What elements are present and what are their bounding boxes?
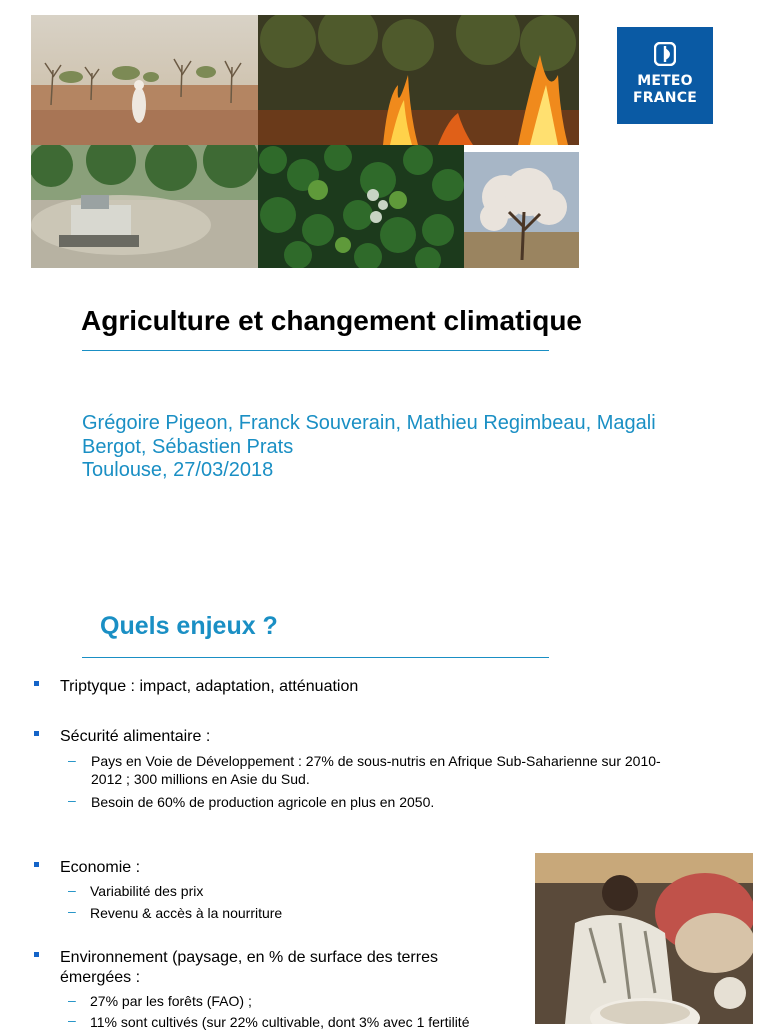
authors-block (82, 412, 722, 483)
header-photo-collage (31, 15, 579, 268)
page-title: Agriculture et changement climatique (81, 305, 582, 336)
sub-bullet-text (91, 752, 741, 788)
meteo-france-logo (617, 27, 713, 124)
sub-bullet-text: 27% par les forêts (FAO) ; (90, 993, 252, 1009)
harvester-photo (31, 145, 258, 268)
sub-bullet-line: 2012 ; 300 millions en Asie du Sud. (91, 771, 310, 787)
sub-bullet-text: Revenu & accès à la nourriture (90, 905, 283, 921)
sub-bullet-text: 11% sont cultivés (sur 22% cultivable, dont 3% avec 1 fertilité (90, 1014, 470, 1030)
bullet-icon (34, 952, 39, 957)
logo-text-line1: METEO (637, 73, 693, 89)
bullet-text: émergées : (60, 969, 141, 986)
flowering-tree-photo (464, 152, 579, 268)
logo-mark-icon (654, 42, 676, 66)
authors-line: Bergot, Sébastien Prats (82, 435, 294, 458)
bullet-icon (34, 862, 39, 867)
sub-bullet-text: Besoin de 60% de production agricole en plus en 2050. (91, 794, 435, 810)
dash-icon: – (68, 752, 76, 768)
market-photo (535, 853, 753, 1024)
bullet-text: Triptyque : impact, adaptation, atténuation (60, 678, 359, 695)
bullet-text: Sécurité alimentaire : (60, 728, 211, 745)
section-underline (82, 657, 549, 658)
sahel-field-photo (31, 15, 258, 145)
section-heading: Quels enjeux ? (100, 612, 278, 640)
dash-icon: – (68, 992, 76, 1008)
dash-icon: – (68, 882, 76, 898)
title-underline (82, 350, 549, 351)
authors-line: Grégoire Pigeon, Franck Souverain, Mathieu Regimbeau, Magali (82, 412, 656, 434)
dash-icon: – (68, 903, 76, 919)
dash-icon: – (68, 792, 76, 808)
bullet-text: Environnement (paysage, en % de surface des terres (60, 949, 438, 966)
dash-icon: – (68, 1012, 76, 1028)
sub-bullet-line: Pays en Voie de Développement : 27% de sous-nutris en Afrique Sub-Saharienne sur 2010- (91, 753, 661, 769)
sub-bullet-text: Variabilité des prix (90, 883, 204, 899)
bush-fire-photo (258, 15, 579, 145)
location-date: Toulouse, 27/03/2018 (82, 459, 274, 481)
logo-text-line2: FRANCE (633, 90, 697, 106)
forest-canopy-photo (258, 145, 464, 268)
bullet-text: Economie : (60, 859, 141, 876)
bullet-icon (34, 681, 39, 686)
bullet-icon (34, 731, 39, 736)
